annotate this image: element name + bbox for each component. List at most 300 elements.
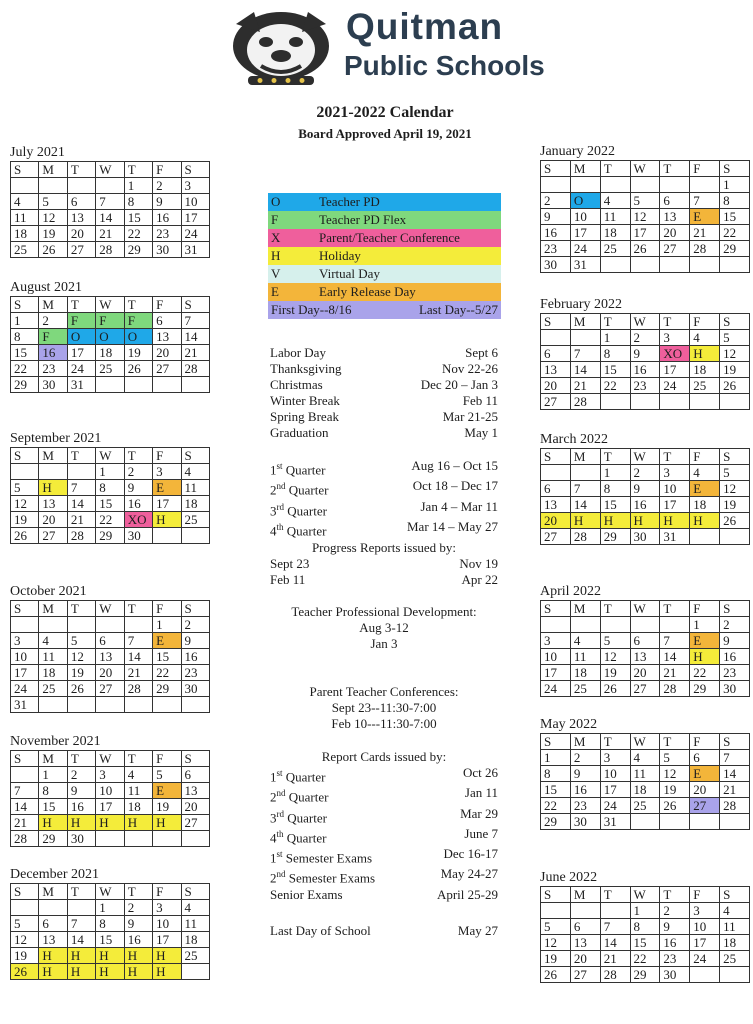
day-cell: F: [96, 313, 124, 329]
day-cell: 10: [153, 916, 181, 932]
day-cell: 19: [600, 665, 630, 681]
day-cell: 10: [541, 649, 571, 665]
day-cell: 23: [660, 951, 690, 967]
day-cell: 7: [11, 783, 39, 799]
month-april-2022: [540, 584, 750, 697]
day-cell: 14: [11, 799, 39, 815]
day-cell: 19: [720, 362, 750, 378]
day-cell: 23: [153, 226, 181, 242]
day-cell: 5: [660, 750, 690, 766]
legend-item: H Holiday: [268, 247, 501, 265]
day-header: T: [660, 449, 690, 465]
month-name: July 2021: [10, 145, 65, 160]
day-cell: 9: [153, 194, 181, 210]
day-header: T: [660, 161, 690, 177]
week-row: [11, 697, 210, 713]
week-row: [541, 681, 750, 697]
day-cell: 30: [660, 967, 690, 983]
day-cell: 27: [39, 528, 67, 544]
day-header: W: [96, 448, 124, 464]
week-row: [541, 967, 750, 983]
day-cell: 27: [570, 967, 600, 983]
week-row: [541, 225, 750, 241]
day-cell: 14: [124, 649, 152, 665]
week-row: [11, 480, 210, 496]
day-cell: [720, 967, 750, 983]
day-cell: 19: [153, 799, 181, 815]
day-cell: 7: [96, 194, 124, 210]
week-row: [541, 665, 750, 681]
day-cell: 8: [39, 783, 67, 799]
day-header-row: [541, 449, 750, 465]
day-cell: 27: [67, 242, 95, 258]
day-header: T: [600, 734, 630, 750]
day-cell: 9: [124, 916, 152, 932]
day-cell: [570, 177, 600, 193]
day-cell: 16: [541, 225, 571, 241]
day-cell: 26: [67, 681, 95, 697]
day-cell: 17: [181, 210, 209, 226]
day-header: M: [39, 751, 67, 767]
list-item: Spring Break Mar 21-25: [270, 409, 498, 424]
day-cell: [690, 394, 720, 410]
day-cell: 28: [720, 798, 750, 814]
day-cell: 14: [570, 497, 600, 513]
list-item: Winter Break Feb 11: [270, 393, 498, 408]
day-cell: 12: [541, 935, 571, 951]
day-cell: [181, 377, 209, 393]
day-header: T: [600, 887, 630, 903]
day-cell: 18: [570, 665, 600, 681]
day-cell: 4: [39, 633, 67, 649]
day-cell: [630, 177, 660, 193]
day-cell: [570, 903, 600, 919]
week-row: [541, 617, 750, 633]
list-item: 4th Quarter Mar 14 – May 27: [270, 518, 498, 539]
day-header: T: [67, 162, 95, 178]
day-cell: [124, 617, 152, 633]
list-item: 3rd Quarter Jan 4 – Mar 11: [270, 498, 498, 518]
week-row: [541, 209, 750, 225]
day-header: S: [11, 162, 39, 178]
day-cell: 30: [720, 681, 750, 697]
calendar-grid: [10, 447, 210, 544]
day-header: W: [96, 162, 124, 178]
day-cell: F: [67, 313, 95, 329]
day-cell: 16: [660, 935, 690, 951]
day-cell: 9: [570, 766, 600, 782]
week-row: [541, 257, 750, 273]
day-cell: 26: [630, 241, 660, 257]
day-cell: 10: [660, 481, 690, 497]
day-cell: 31: [660, 529, 690, 545]
day-cell: 14: [720, 766, 750, 782]
day-cell: 25: [720, 951, 750, 967]
day-cell: 31: [600, 814, 630, 830]
week-row: [11, 916, 210, 932]
day-cell: 4: [181, 900, 209, 916]
week-row: [11, 345, 210, 361]
brand-name: Quitman: [346, 6, 504, 47]
day-cell: 10: [600, 766, 630, 782]
day-header-row: [541, 161, 750, 177]
month-name: February 2022: [540, 297, 623, 312]
day-cell: [153, 377, 181, 393]
week-row: [541, 497, 750, 513]
day-cell: H: [600, 513, 630, 529]
day-cell: 4: [11, 194, 39, 210]
day-cell: 8: [96, 916, 124, 932]
day-cell: [720, 394, 750, 410]
day-header: W: [96, 297, 124, 313]
day-cell: XO: [660, 346, 690, 362]
day-cell: H: [570, 513, 600, 529]
day-cell: H: [153, 815, 181, 831]
day-cell: 18: [181, 496, 209, 512]
day-cell: 15: [96, 932, 124, 948]
week-row: [541, 177, 750, 193]
day-cell: 21: [570, 378, 600, 394]
day-cell: [660, 814, 690, 830]
day-cell: 23: [39, 361, 67, 377]
day-cell: 16: [124, 496, 152, 512]
day-cell: 1: [600, 330, 630, 346]
day-header: W: [630, 601, 660, 617]
day-cell: 8: [630, 919, 660, 935]
week-row: [11, 783, 210, 799]
day-cell: 7: [181, 313, 209, 329]
day-cell: [600, 903, 630, 919]
day-cell: 16: [181, 649, 209, 665]
day-cell: 8: [600, 481, 630, 497]
day-cell: 19: [67, 665, 95, 681]
day-cell: 3: [690, 903, 720, 919]
calendar-grid: [540, 448, 750, 545]
holiday-list: [270, 345, 498, 441]
day-cell: 13: [181, 783, 209, 799]
day-cell: 17: [690, 935, 720, 951]
day-cell: H: [630, 513, 660, 529]
day-cell: 2: [660, 903, 690, 919]
section-heading: Teacher Professional Development:: [291, 604, 477, 619]
day-header: M: [570, 314, 600, 330]
week-row: [11, 361, 210, 377]
list-item: 2nd Quarter Jan 11: [270, 785, 498, 805]
day-cell: 2: [124, 464, 152, 480]
week-row: [11, 831, 210, 847]
day-header: T: [124, 601, 152, 617]
progress-reports: [270, 540, 498, 588]
list-item: 2nd Quarter Oct 18 – Dec 17: [270, 478, 498, 498]
day-cell: 20: [39, 512, 67, 528]
day-cell: 20: [630, 665, 660, 681]
day-cell: 23: [630, 378, 660, 394]
day-cell: 11: [630, 766, 660, 782]
day-cell: 14: [181, 329, 209, 345]
day-cell: 13: [96, 649, 124, 665]
day-cell: 29: [600, 529, 630, 545]
day-cell: [541, 617, 571, 633]
day-cell: 23: [570, 798, 600, 814]
day-cell: 6: [630, 633, 660, 649]
calendar-grid: [540, 886, 750, 983]
week-row: [11, 948, 210, 964]
week-row: [541, 513, 750, 529]
day-cell: 3: [660, 465, 690, 481]
calendar-grid: [540, 313, 750, 410]
day-cell: 16: [124, 932, 152, 948]
day-cell: H: [153, 964, 181, 980]
day-cell: 28: [67, 528, 95, 544]
week-row: [11, 313, 210, 329]
day-cell: 17: [153, 496, 181, 512]
section-heading: Progress Reports issued by:: [311, 540, 457, 555]
day-cell: 10: [11, 649, 39, 665]
day-header: F: [153, 297, 181, 313]
month-september-2021: [10, 431, 210, 544]
day-cell: [541, 177, 571, 193]
day-header-row: [541, 314, 750, 330]
week-row: [11, 178, 210, 194]
day-cell: 19: [11, 948, 39, 964]
day-cell: H: [39, 948, 67, 964]
day-cell: 31: [11, 697, 39, 713]
week-row: [541, 919, 750, 935]
week-row: [541, 782, 750, 798]
day-cell: 7: [600, 919, 630, 935]
day-cell: E: [153, 783, 181, 799]
day-cell: [541, 330, 571, 346]
day-cell: 17: [541, 665, 571, 681]
day-header-row: [11, 162, 210, 178]
month-june-2022: [540, 870, 750, 983]
day-cell: 24: [541, 681, 571, 697]
day-header: S: [541, 601, 571, 617]
day-cell: 20: [153, 345, 181, 361]
day-cell: 15: [630, 935, 660, 951]
day-cell: [690, 257, 720, 273]
day-cell: 21: [600, 951, 630, 967]
day-cell: 26: [39, 242, 67, 258]
day-header: F: [690, 161, 720, 177]
day-cell: [630, 814, 660, 830]
day-cell: 24: [181, 226, 209, 242]
day-cell: 24: [600, 798, 630, 814]
day-cell: 2: [541, 193, 571, 209]
day-cell: H: [690, 649, 720, 665]
day-header-row: [541, 734, 750, 750]
week-row: [541, 362, 750, 378]
calendar-grid: [10, 750, 210, 847]
day-cell: 26: [720, 378, 750, 394]
day-cell: 7: [570, 481, 600, 497]
day-cell: [600, 617, 630, 633]
day-cell: [660, 177, 690, 193]
section-heading: Parent Teacher Conferences:: [309, 684, 459, 699]
day-header-row: [11, 751, 210, 767]
month-name: October 2021: [10, 584, 87, 599]
day-cell: 6: [690, 750, 720, 766]
day-cell: 5: [39, 194, 67, 210]
day-header: S: [541, 887, 571, 903]
legend-item: V Virtual Day: [268, 265, 501, 283]
day-cell: 18: [690, 362, 720, 378]
day-header: F: [153, 601, 181, 617]
day-cell: 16: [67, 799, 95, 815]
day-cell: [720, 257, 750, 273]
week-row: [11, 210, 210, 226]
day-cell: H: [39, 480, 67, 496]
day-cell: H: [96, 815, 124, 831]
day-header: T: [660, 314, 690, 330]
day-cell: 2: [570, 750, 600, 766]
day-cell: 6: [153, 313, 181, 329]
day-cell: 31: [181, 242, 209, 258]
day-cell: 1: [96, 464, 124, 480]
day-cell: 19: [124, 345, 152, 361]
day-cell: H: [39, 815, 67, 831]
week-row: [541, 193, 750, 209]
day-cell: 28: [660, 681, 690, 697]
day-cell: 5: [11, 480, 39, 496]
day-cell: [720, 814, 750, 830]
day-header: T: [124, 751, 152, 767]
day-cell: 22: [690, 665, 720, 681]
day-cell: 26: [600, 681, 630, 697]
week-row: [541, 346, 750, 362]
day-cell: 17: [67, 345, 95, 361]
day-cell: 15: [11, 345, 39, 361]
day-cell: [570, 330, 600, 346]
day-cell: 12: [67, 649, 95, 665]
day-cell: 12: [600, 649, 630, 665]
calendar-grid: [10, 883, 210, 980]
day-cell: 11: [720, 919, 750, 935]
day-cell: [630, 617, 660, 633]
day-cell: 7: [690, 193, 720, 209]
day-cell: 20: [690, 782, 720, 798]
day-cell: O: [124, 329, 152, 345]
day-cell: 6: [660, 193, 690, 209]
day-cell: 18: [96, 345, 124, 361]
day-cell: 17: [630, 225, 660, 241]
day-cell: 16: [570, 782, 600, 798]
day-cell: [690, 529, 720, 545]
day-cell: 9: [181, 633, 209, 649]
week-row: [541, 649, 750, 665]
day-cell: 8: [124, 194, 152, 210]
day-cell: F: [39, 329, 67, 345]
day-cell: 16: [630, 497, 660, 513]
day-header: W: [630, 449, 660, 465]
day-cell: 25: [630, 798, 660, 814]
day-cell: 9: [67, 783, 95, 799]
day-cell: 1: [96, 900, 124, 916]
day-header: S: [181, 448, 209, 464]
day-cell: H: [96, 964, 124, 980]
day-cell: [67, 464, 95, 480]
day-cell: [124, 831, 152, 847]
day-cell: 22: [124, 226, 152, 242]
day-cell: 22: [153, 665, 181, 681]
day-cell: 29: [96, 528, 124, 544]
day-header: T: [124, 448, 152, 464]
day-cell: 10: [570, 209, 600, 225]
day-header: S: [181, 601, 209, 617]
day-cell: 1: [690, 617, 720, 633]
day-header: F: [153, 448, 181, 464]
list-item: 1st Quarter Oct 26: [270, 765, 498, 785]
day-cell: 1: [720, 177, 750, 193]
legend-item: X Parent/Teacher Conference: [268, 229, 501, 247]
day-cell: 2: [124, 900, 152, 916]
day-header: S: [541, 161, 571, 177]
day-cell: [96, 697, 124, 713]
day-cell: 20: [570, 951, 600, 967]
week-row: [11, 377, 210, 393]
month-name: November 2021: [10, 734, 101, 749]
day-cell: 29: [153, 681, 181, 697]
day-cell: 30: [67, 831, 95, 847]
month-october-2021: [10, 584, 210, 713]
day-cell: [181, 528, 209, 544]
day-header: M: [570, 161, 600, 177]
day-header-row: [541, 601, 750, 617]
week-row: [11, 496, 210, 512]
day-cell: [690, 814, 720, 830]
day-cell: [541, 465, 571, 481]
day-cell: 8: [11, 329, 39, 345]
list-item: Senior Exams April 25-29: [270, 886, 498, 902]
day-cell: 31: [570, 257, 600, 273]
day-cell: 10: [690, 919, 720, 935]
day-header: S: [181, 884, 209, 900]
day-cell: 6: [67, 194, 95, 210]
day-cell: H: [660, 513, 690, 529]
day-cell: H: [124, 948, 152, 964]
month-name: December 2021: [10, 867, 100, 882]
week-row: [11, 329, 210, 345]
day-cell: 2: [153, 178, 181, 194]
day-cell: [96, 617, 124, 633]
day-cell: 2: [630, 330, 660, 346]
day-cell: 1: [124, 178, 152, 194]
day-cell: [600, 394, 630, 410]
day-cell: [181, 831, 209, 847]
day-cell: 30: [124, 528, 152, 544]
day-header: S: [11, 297, 39, 313]
day-cell: [11, 900, 39, 916]
legend: [268, 193, 501, 319]
month-july-2021: [10, 145, 210, 258]
day-cell: 12: [630, 209, 660, 225]
day-header: W: [630, 161, 660, 177]
day-cell: 25: [600, 241, 630, 257]
day-cell: H: [124, 815, 152, 831]
day-cell: 17: [153, 932, 181, 948]
list-item: 1st Semester Exams Dec 16-17: [270, 846, 498, 866]
day-header: S: [11, 601, 39, 617]
day-cell: H: [96, 948, 124, 964]
day-cell: 13: [39, 496, 67, 512]
day-cell: 30: [541, 257, 571, 273]
list-item: Labor Day Sept 6: [270, 345, 498, 360]
day-header: S: [720, 734, 750, 750]
day-cell: [541, 903, 571, 919]
day-cell: E: [153, 480, 181, 496]
day-cell: E: [690, 766, 720, 782]
day-cell: 23: [181, 665, 209, 681]
